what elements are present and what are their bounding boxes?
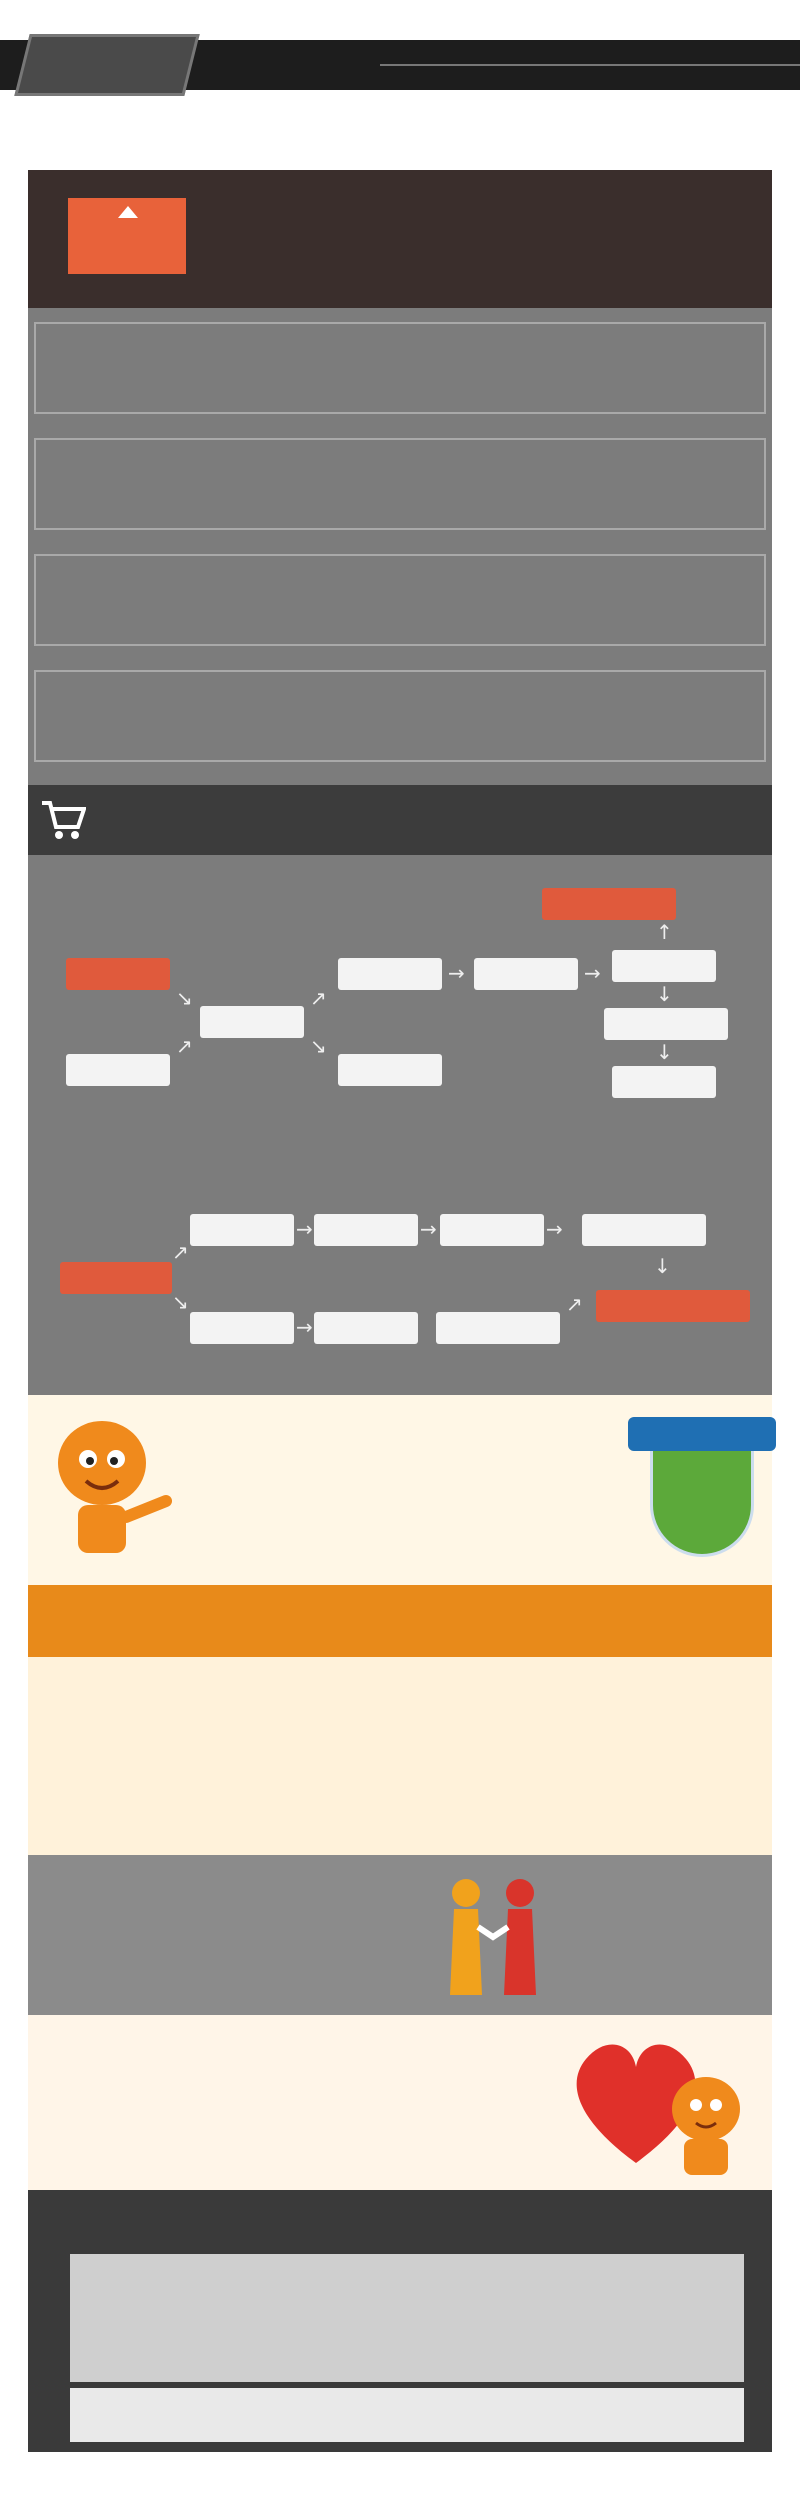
arrow-icon: ↘ [310,1034,327,1058]
card-shipping [28,432,772,536]
card-text [206,562,776,642]
card-heading [40,672,190,760]
card-return [28,664,772,768]
arrow-icon: ↓ [656,1040,673,1064]
header-tab [14,34,199,96]
mascot-icon [40,1411,172,1571]
return-send [582,1214,706,1246]
flow-return-flow [612,1066,716,1098]
cart-icon [40,799,86,841]
return-receive [596,1290,750,1322]
card-heading [40,324,190,412]
policy-icon-band [28,1585,772,1657]
logo-arrow-icon [118,206,138,218]
shield-body [650,1437,754,1557]
header-divider [380,64,800,66]
return-exchange [190,1214,294,1246]
return-explain1 [314,1214,418,1246]
flow-order [200,1006,304,1038]
five-star-banner [28,1855,772,2015]
arrow-icon: → [448,961,465,985]
flow-browse [66,958,170,990]
flow-reward [542,888,676,920]
return-apply [436,1312,560,1344]
card-heading [40,556,190,644]
arrow-icon: → [546,1217,563,1241]
rating-panel [28,2015,772,2190]
arrow-icon: → [296,1217,313,1241]
arrow-icon: → [420,1217,437,1241]
arrow-icon: ↗ [172,1240,189,1264]
flow-consult [66,1054,170,1086]
card-heading [40,440,190,528]
policy-table [28,1585,772,1855]
selfhelp-banner [28,785,772,855]
flow-pay [338,958,442,990]
return-explain2 [314,1312,418,1344]
about-panel [28,2190,772,2452]
flow-ship [474,958,578,990]
arrow-icon: ↗ [176,1034,193,1058]
return-contact [60,1262,172,1294]
header-bar [0,40,800,90]
arrow-icon: ↗ [310,986,327,1010]
card-colour [28,548,772,652]
arrow-icon: → [296,1315,313,1339]
about-footer [70,2388,744,2442]
hero-banner [28,170,772,308]
about-list [70,2254,744,2382]
arrow-icon: → [584,961,601,985]
card-text [206,446,776,526]
guarantee-shield [636,1407,768,1567]
shield-cap [628,1417,776,1451]
heart-mascot-icon [566,2023,756,2183]
flow-unhappy [604,1008,728,1040]
arrow-icon: ↑ [656,920,673,944]
arrow-icon: ↘ [176,986,193,1010]
return-freight [440,1214,544,1246]
arrow-icon: ↘ [172,1290,189,1314]
card-text [206,678,776,758]
arrow-icon: ↓ [654,1254,671,1278]
handshake-figures-icon [438,1875,548,2005]
arrow-icon: ↗ [566,1292,583,1316]
return-refund [190,1312,294,1344]
flow-confirm [612,950,716,982]
card-text [206,330,776,410]
shop-logo[interactable] [68,198,186,274]
flow-modify [338,1054,442,1086]
arrow-icon: ↓ [656,982,673,1006]
card-product [28,316,772,420]
seven-day-banner [28,1395,772,1585]
